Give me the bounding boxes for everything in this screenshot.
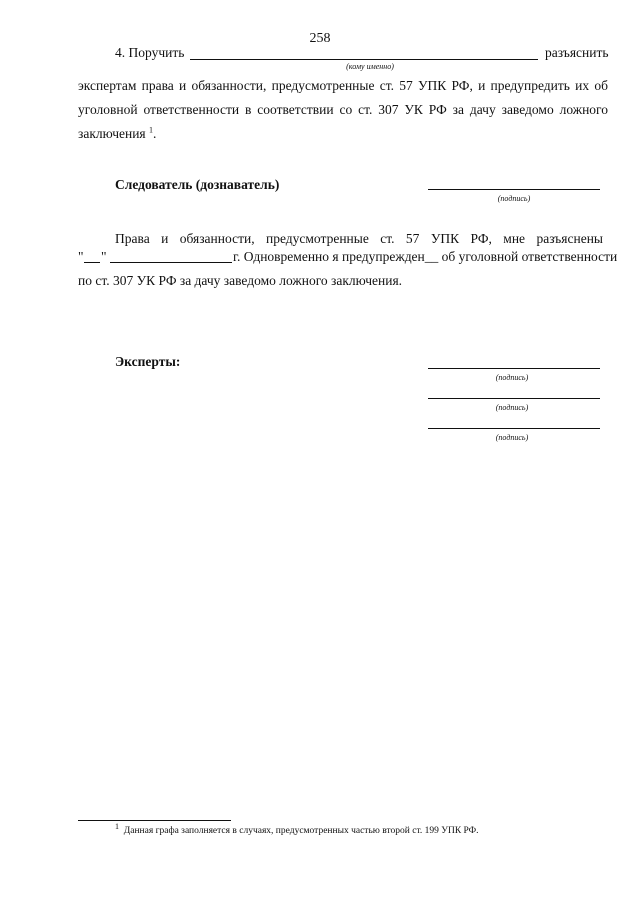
expert-signature-caption-3: (подпись) xyxy=(495,433,529,442)
rights-line1: Права и обязанности, предусмотренные ст. 57 УПК РФ, мне разъяснены xyxy=(115,231,603,246)
expert-signature-caption-2: (подпись) xyxy=(495,403,529,412)
footnote-mark: 1 xyxy=(115,821,119,831)
item4-tail: разъяснить xyxy=(545,45,609,60)
expert-signature-line-2 xyxy=(428,398,600,399)
month-year-blank-line xyxy=(110,262,232,263)
expert-signature-line-3 xyxy=(428,428,600,429)
page-number: 258 xyxy=(309,31,331,46)
recipient-caption: (кому именно) xyxy=(346,62,394,71)
investigator-label: Следователь (дознаватель) xyxy=(115,177,280,192)
rights-line3: по ст. 307 УК РФ за дачу заведомо ложного заключения. xyxy=(78,273,403,288)
day-blank-line xyxy=(84,262,100,263)
item4-line2: экспертам права и обязанности, предусмотренные ст. 57 УПК РФ, и предупредить их об xyxy=(78,78,608,93)
footnote-text: Данная графа заполняется в случаях, предусмотренных частью второй ст. 199 УПК РФ. xyxy=(123,826,479,836)
rights-line2-tail: г. Одновременно я предупрежден__ об уголовной ответственности xyxy=(233,249,618,264)
item4-lead: 4. Поручить xyxy=(115,45,185,60)
recipient-blank-line xyxy=(190,59,538,60)
footnote-separator xyxy=(78,820,231,821)
expert-signature-line-1 xyxy=(428,368,600,369)
footnote xyxy=(115,821,479,836)
item4-line3: уголовной ответственности в соответствии со ст. 307 УК РФ за дачу заведомо ложного xyxy=(78,102,608,117)
item4-line4: заключения $^1$. xyxy=(78,125,157,141)
footnote-reference: 1 xyxy=(149,125,154,135)
experts-label: Эксперты: xyxy=(115,354,181,369)
rights-quote-open: " xyxy=(78,249,84,264)
investigator-signature-line xyxy=(428,189,600,190)
expert-signature-caption-1: (подпись) xyxy=(495,373,529,382)
rights-quote-close: " xyxy=(101,249,107,264)
investigator-signature-caption: (подпись) xyxy=(497,194,531,203)
